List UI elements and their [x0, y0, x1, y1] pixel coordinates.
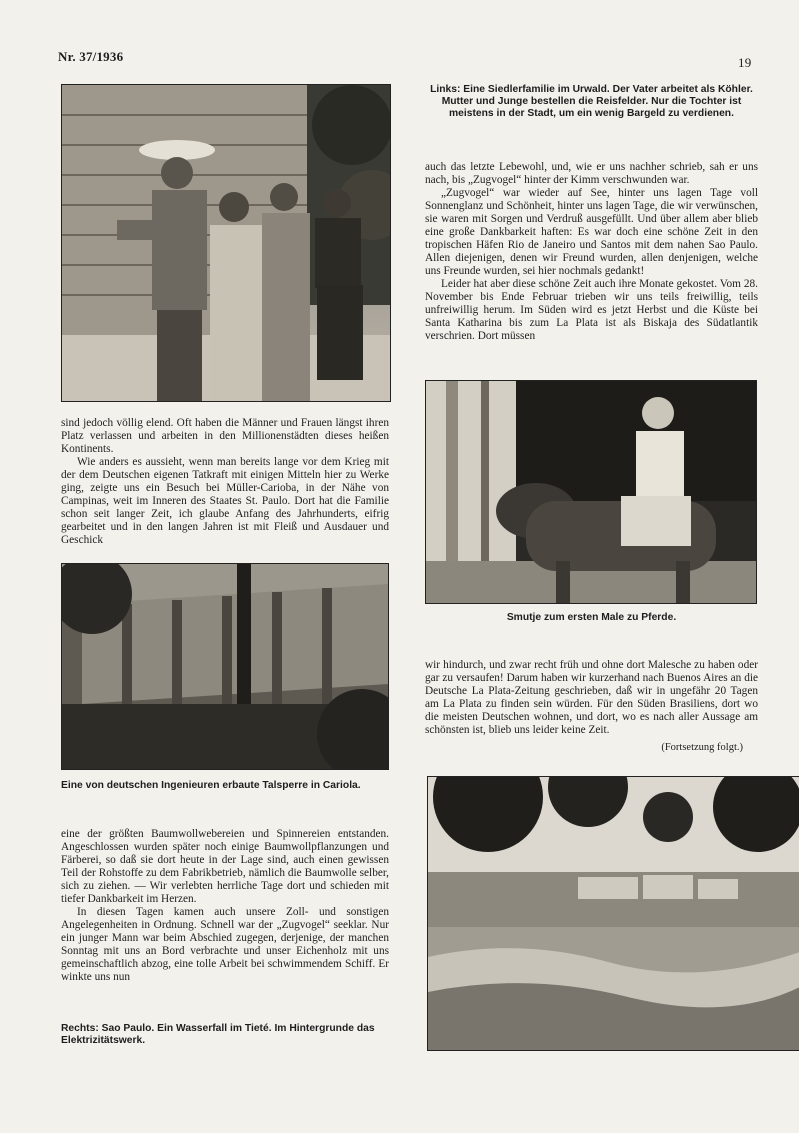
right-column-text-b: [425, 659, 758, 737]
left-column-text-a: [61, 417, 389, 547]
left-column-text-b: [61, 828, 389, 984]
page-number: 19: [738, 55, 752, 70]
paragraph: wir hindurch, und zwar recht früh und ohne dort Malesche zu haben oder gar zu versaufen! Darum haben wir kurzerhand nach Buenos Aires an die Deutsche La Plata-Zeitung geschrieben, daß wir in ungefähr 20 Tagen am La Plata zu finden sein würden. Für den Süden Brasiliens, dort wo die meisten Deutschen wohnen, und dort, wo es nach aller Aussage am schönsten ist, blieb uns leider keine Zeit.: [425, 659, 758, 736]
paragraph: eine der größten Baumwollwebereien und Spinnereien entstanden. Angeschlossen wurden später noch einige Baumwollpflanzungen und Färberei, so daß sie dort heute in der Lage sind, auch einen gewissen Teil der Rohstoffe zu dem Fabrikbetrieb, nämlich die Baumwolle selber, sich zu ziehen. — Wir verlebten herrliche Tage dort und schieden mit tiefer Dankbarkeit im Herzen.: [61, 828, 389, 905]
paragraph: sind jedoch völlig elend. Oft haben die Männer und Frauen längst ihren Platz verlassen und arbeiten in den Millionenstädten dieses heißen Kontinents.: [61, 417, 389, 455]
paragraph: auch das letzte Lebewohl, und, wie er uns nachher schrieb, sah er uns nach, bis „Zugvogel“ hinter der Kimm verschwunden war.: [425, 161, 758, 186]
paragraph: „Zugvogel“ war wieder auf See, hinter uns lagen Tage voll Sonnenglanz und Schönheit, hinter uns lagen Tage, die wir verwünschen, sie waren mit Sorgen und Verdruß ausgefüllt. Und über allem aber blieb eine große Dankbarkeit haften: Es war doch eine schöne Zeit in den tropischen Häfen Rio de Janeiro und Santos mit dem nahen Sao Paulo. Allen diejenigen, denen wir Freund wurden, allen denjenigen, welche uns Freunde wurden, sei hier nochmals gedankt!: [425, 187, 758, 277]
issue-number: Nr. 37/1936: [58, 49, 124, 64]
right-column-text-a: [425, 161, 758, 343]
paragraph: Leider hat aber diese schöne Zeit auch ihre Monate gekostet. Vom 28. November bis Ende Februar trieben wir uns teils freiwillig, teils unfreiwillig herum. Im Süden wird es jetzt Herbst und die Küste bei Santa Katharina bis zum La Plata ist als Biskaja des Südatlantik verschrien. Dort müssen: [425, 278, 758, 342]
caption-sao-paulo: Rechts: Sao Paulo. Ein Wasserfall im Tieté. Im Hintergrunde das Elektrizitätswerk.: [61, 1023, 375, 1046]
paragraph: Wie anders es aussieht, wenn man bereits lange vor dem Krieg mit der dem Deutschen eigenen Tatkraft mit einigen Mitteln hier zu Werke ging, zeigte uns ein Besuch bei Müller-Carioba, in der Nähe von Campinas, weit im Inneren des Staates St. Paulo. Dort hat die Familie schon seit langer Zeit, ich glaube Anfang des Jahrhunderts, eifrig gearbeitet und in den langen Jahren ist mit Fleiß und Ausdauer und Geschick: [61, 456, 389, 546]
paragraph: In diesen Tagen kamen auch unsere Zoll- und sonstigen Angelegenheiten in Ordnung. Schnell war der „Zugvogel“ seeklar. Nur ein junger Mann war beim Abschied zugegen, derjenige, der manchen Sonntag mit uns an Bord verbrachte und unser Eichenholz mit uns gemeinschaftlich abzog, eine tolle Arbeit bei schwimmendem Schiff. Er winkte uns nun: [61, 906, 389, 983]
waterfall-photo: [427, 776, 799, 1051]
caption-horse: Smutje zum ersten Male zu Pferde.: [506, 612, 677, 623]
horse-rider-photo: [425, 380, 757, 604]
caption-settler-family: Links: Eine Siedlerfamilie im Urwald. Der Vater arbeitet als Köhler. Mutter und Junge bestellen die Reisfelder. Nur die Tochter ist meistens in der Stadt, um ein wenig Bargeld zu verdienen.: [430, 84, 753, 119]
family-photo: [61, 84, 391, 402]
caption-dam: Eine von deutschen Ingenieuren erbaute Talsperre in Cariola.: [61, 780, 361, 791]
dam-photo: [61, 563, 389, 770]
continued-note: (Fortsetzung folgt.): [661, 742, 743, 753]
